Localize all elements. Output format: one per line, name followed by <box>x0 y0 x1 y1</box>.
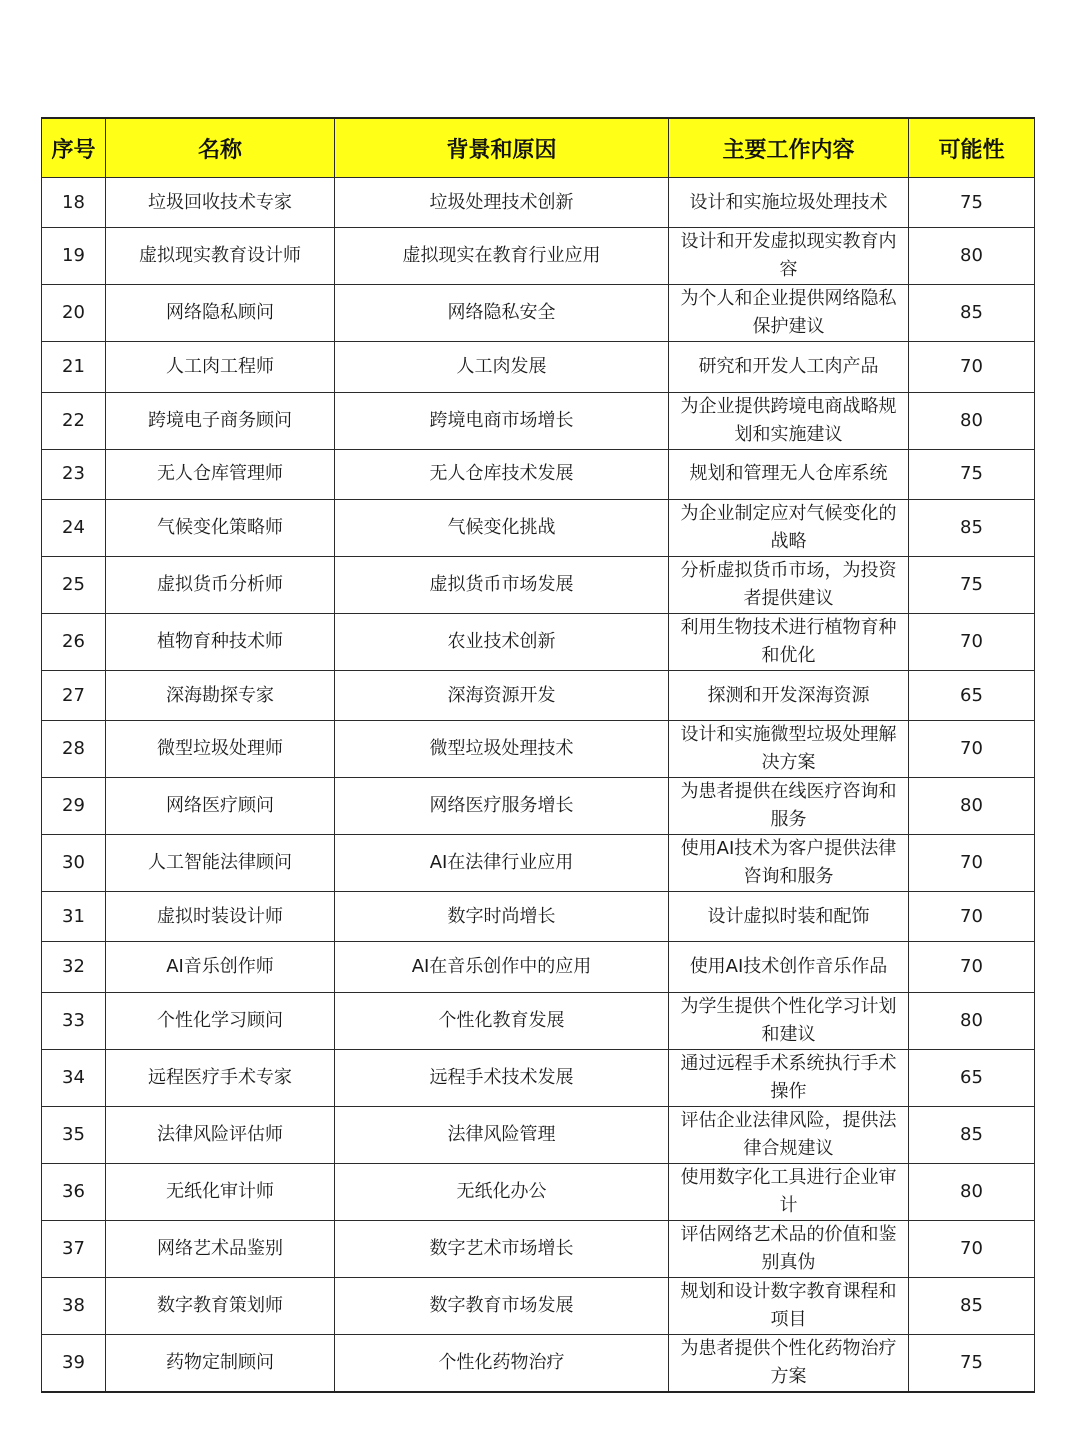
table-row <box>42 228 1035 285</box>
cell-probability: 65 <box>909 670 1035 720</box>
cell-no: 33 <box>42 992 106 1049</box>
table-row <box>42 992 1035 1049</box>
cell-name: 虚拟货币分析师 <box>106 556 335 613</box>
table-row <box>42 942 1035 992</box>
cell-probability: 85 <box>909 1277 1035 1334</box>
cell-work: 设计虚拟时装和配饰 <box>669 892 909 942</box>
table-row <box>42 392 1035 449</box>
table-row <box>42 499 1035 556</box>
cell-work: 分析虚拟货币市场，为投资者提供建议 <box>669 556 909 613</box>
cell-no: 24 <box>42 499 106 556</box>
cell-name: 网络艺术品鉴别 <box>106 1220 335 1277</box>
cell-name: 人工智能法律顾问 <box>106 835 335 892</box>
cell-name: 药物定制顾问 <box>106 1334 335 1392</box>
table-row <box>42 721 1035 778</box>
cell-name: 虚拟现实教育设计师 <box>106 228 335 285</box>
cell-name: 深海勘探专家 <box>106 670 335 720</box>
cell-probability: 80 <box>909 228 1035 285</box>
table-row <box>42 892 1035 942</box>
table-row <box>42 178 1035 228</box>
header-probability: 可能性 <box>909 118 1035 178</box>
cell-work: 设计和实施微型垃圾处理解决方案 <box>669 721 909 778</box>
table-row <box>42 285 1035 342</box>
cell-no: 21 <box>42 342 106 392</box>
cell-probability: 85 <box>909 285 1035 342</box>
cell-name: 虚拟时装设计师 <box>106 892 335 942</box>
table-row <box>42 556 1035 613</box>
cell-background: 远程手术技术发展 <box>335 1049 669 1106</box>
cell-background: AI在法律行业应用 <box>335 835 669 892</box>
cell-work: 为患者提供在线医疗咨询和服务 <box>669 778 909 835</box>
cell-work: 设计和实施垃圾处理技术 <box>669 178 909 228</box>
cell-no: 34 <box>42 1049 106 1106</box>
cell-no: 32 <box>42 942 106 992</box>
cell-background: 数字时尚增长 <box>335 892 669 942</box>
cell-probability: 70 <box>909 342 1035 392</box>
cell-probability: 85 <box>909 1106 1035 1163</box>
cell-work: 设计和开发虚拟现实教育内容 <box>669 228 909 285</box>
cell-background: 无人仓库技术发展 <box>335 449 669 499</box>
cell-work: 规划和管理无人仓库系统 <box>669 449 909 499</box>
cell-background: 农业技术创新 <box>335 613 669 670</box>
cell-probability: 70 <box>909 721 1035 778</box>
cell-work: 为企业提供跨境电商战略规划和实施建议 <box>669 392 909 449</box>
cell-no: 19 <box>42 228 106 285</box>
cell-name: 跨境电子商务顾问 <box>106 392 335 449</box>
cell-no: 25 <box>42 556 106 613</box>
cell-name: 法律风险评估师 <box>106 1106 335 1163</box>
table-row <box>42 1106 1035 1163</box>
cell-probability: 80 <box>909 1163 1035 1220</box>
cell-probability: 75 <box>909 1334 1035 1392</box>
cell-background: 数字教育市场发展 <box>335 1277 669 1334</box>
table-row <box>42 1163 1035 1220</box>
cell-no: 26 <box>42 613 106 670</box>
cell-work: 使用AI技术为客户提供法律咨询和服务 <box>669 835 909 892</box>
cell-work: 为个人和企业提供网络隐私保护建议 <box>669 285 909 342</box>
cell-no: 38 <box>42 1277 106 1334</box>
cell-no: 37 <box>42 1220 106 1277</box>
table-row <box>42 670 1035 720</box>
cell-no: 31 <box>42 892 106 942</box>
table-row <box>42 1334 1035 1392</box>
header-background: 背景和原因 <box>335 118 669 178</box>
career-table <box>41 117 1035 1393</box>
cell-work: 评估企业法律风险，提供法律合规建议 <box>669 1106 909 1163</box>
cell-work: 为企业制定应对气候变化的战略 <box>669 499 909 556</box>
cell-background: 无纸化办公 <box>335 1163 669 1220</box>
cell-probability: 75 <box>909 556 1035 613</box>
cell-no: 35 <box>42 1106 106 1163</box>
table-row <box>42 613 1035 670</box>
cell-name: 数字教育策划师 <box>106 1277 335 1334</box>
cell-no: 20 <box>42 285 106 342</box>
cell-no: 36 <box>42 1163 106 1220</box>
cell-background: 人工肉发展 <box>335 342 669 392</box>
cell-background: 微型垃圾处理技术 <box>335 721 669 778</box>
cell-work: 为患者提供个性化药物治疗方案 <box>669 1334 909 1392</box>
cell-name: AI音乐创作师 <box>106 942 335 992</box>
cell-background: 网络医疗服务增长 <box>335 778 669 835</box>
cell-probability: 70 <box>909 835 1035 892</box>
cell-work: 为学生提供个性化学习计划和建议 <box>669 992 909 1049</box>
cell-name: 微型垃圾处理师 <box>106 721 335 778</box>
cell-no: 18 <box>42 178 106 228</box>
cell-probability: 70 <box>909 1220 1035 1277</box>
table-row <box>42 1049 1035 1106</box>
cell-name: 个性化学习顾问 <box>106 992 335 1049</box>
table-row <box>42 449 1035 499</box>
table-body <box>42 178 1035 1392</box>
cell-no: 23 <box>42 449 106 499</box>
cell-name: 无人仓库管理师 <box>106 449 335 499</box>
cell-background: AI在音乐创作中的应用 <box>335 942 669 992</box>
cell-background: 网络隐私安全 <box>335 285 669 342</box>
header-row <box>42 118 1035 178</box>
cell-work: 评估网络艺术品的价值和鉴别真伪 <box>669 1220 909 1277</box>
cell-work: 使用数字化工具进行企业审计 <box>669 1163 909 1220</box>
table-row <box>42 1220 1035 1277</box>
cell-probability: 80 <box>909 778 1035 835</box>
cell-work: 规划和设计数字教育课程和项目 <box>669 1277 909 1334</box>
cell-probability: 75 <box>909 178 1035 228</box>
cell-no: 27 <box>42 670 106 720</box>
table-row <box>42 835 1035 892</box>
cell-name: 垃圾回收技术专家 <box>106 178 335 228</box>
cell-background: 虚拟货币市场发展 <box>335 556 669 613</box>
cell-probability: 75 <box>909 449 1035 499</box>
cell-background: 个性化教育发展 <box>335 992 669 1049</box>
cell-name: 网络隐私顾问 <box>106 285 335 342</box>
cell-no: 30 <box>42 835 106 892</box>
cell-no: 22 <box>42 392 106 449</box>
cell-background: 深海资源开发 <box>335 670 669 720</box>
cell-background: 跨境电商市场增长 <box>335 392 669 449</box>
cell-name: 植物育种技术师 <box>106 613 335 670</box>
cell-background: 个性化药物治疗 <box>335 1334 669 1392</box>
header-work: 主要工作内容 <box>669 118 909 178</box>
cell-background: 虚拟现实在教育行业应用 <box>335 228 669 285</box>
cell-work: 使用AI技术创作音乐作品 <box>669 942 909 992</box>
cell-background: 数字艺术市场增长 <box>335 1220 669 1277</box>
cell-work: 探测和开发深海资源 <box>669 670 909 720</box>
cell-background: 垃圾处理技术创新 <box>335 178 669 228</box>
cell-work: 通过远程手术系统执行手术操作 <box>669 1049 909 1106</box>
cell-probability: 80 <box>909 992 1035 1049</box>
cell-name: 网络医疗顾问 <box>106 778 335 835</box>
table-row <box>42 1277 1035 1334</box>
cell-name: 远程医疗手术专家 <box>106 1049 335 1106</box>
cell-name: 无纸化审计师 <box>106 1163 335 1220</box>
header-no: 序号 <box>42 118 106 178</box>
cell-work: 利用生物技术进行植物育种和优化 <box>669 613 909 670</box>
cell-probability: 70 <box>909 892 1035 942</box>
header-name: 名称 <box>106 118 335 178</box>
cell-name: 人工肉工程师 <box>106 342 335 392</box>
table-row <box>42 778 1035 835</box>
cell-probability: 85 <box>909 499 1035 556</box>
cell-work: 研究和开发人工肉产品 <box>669 342 909 392</box>
cell-background: 法律风险管理 <box>335 1106 669 1163</box>
cell-no: 29 <box>42 778 106 835</box>
cell-probability: 80 <box>909 392 1035 449</box>
cell-probability: 70 <box>909 613 1035 670</box>
table-row <box>42 342 1035 392</box>
cell-probability: 65 <box>909 1049 1035 1106</box>
cell-background: 气候变化挑战 <box>335 499 669 556</box>
cell-name: 气候变化策略师 <box>106 499 335 556</box>
cell-no: 39 <box>42 1334 106 1392</box>
cell-probability: 70 <box>909 942 1035 992</box>
career-table-sheet <box>41 117 1034 1393</box>
cell-no: 28 <box>42 721 106 778</box>
